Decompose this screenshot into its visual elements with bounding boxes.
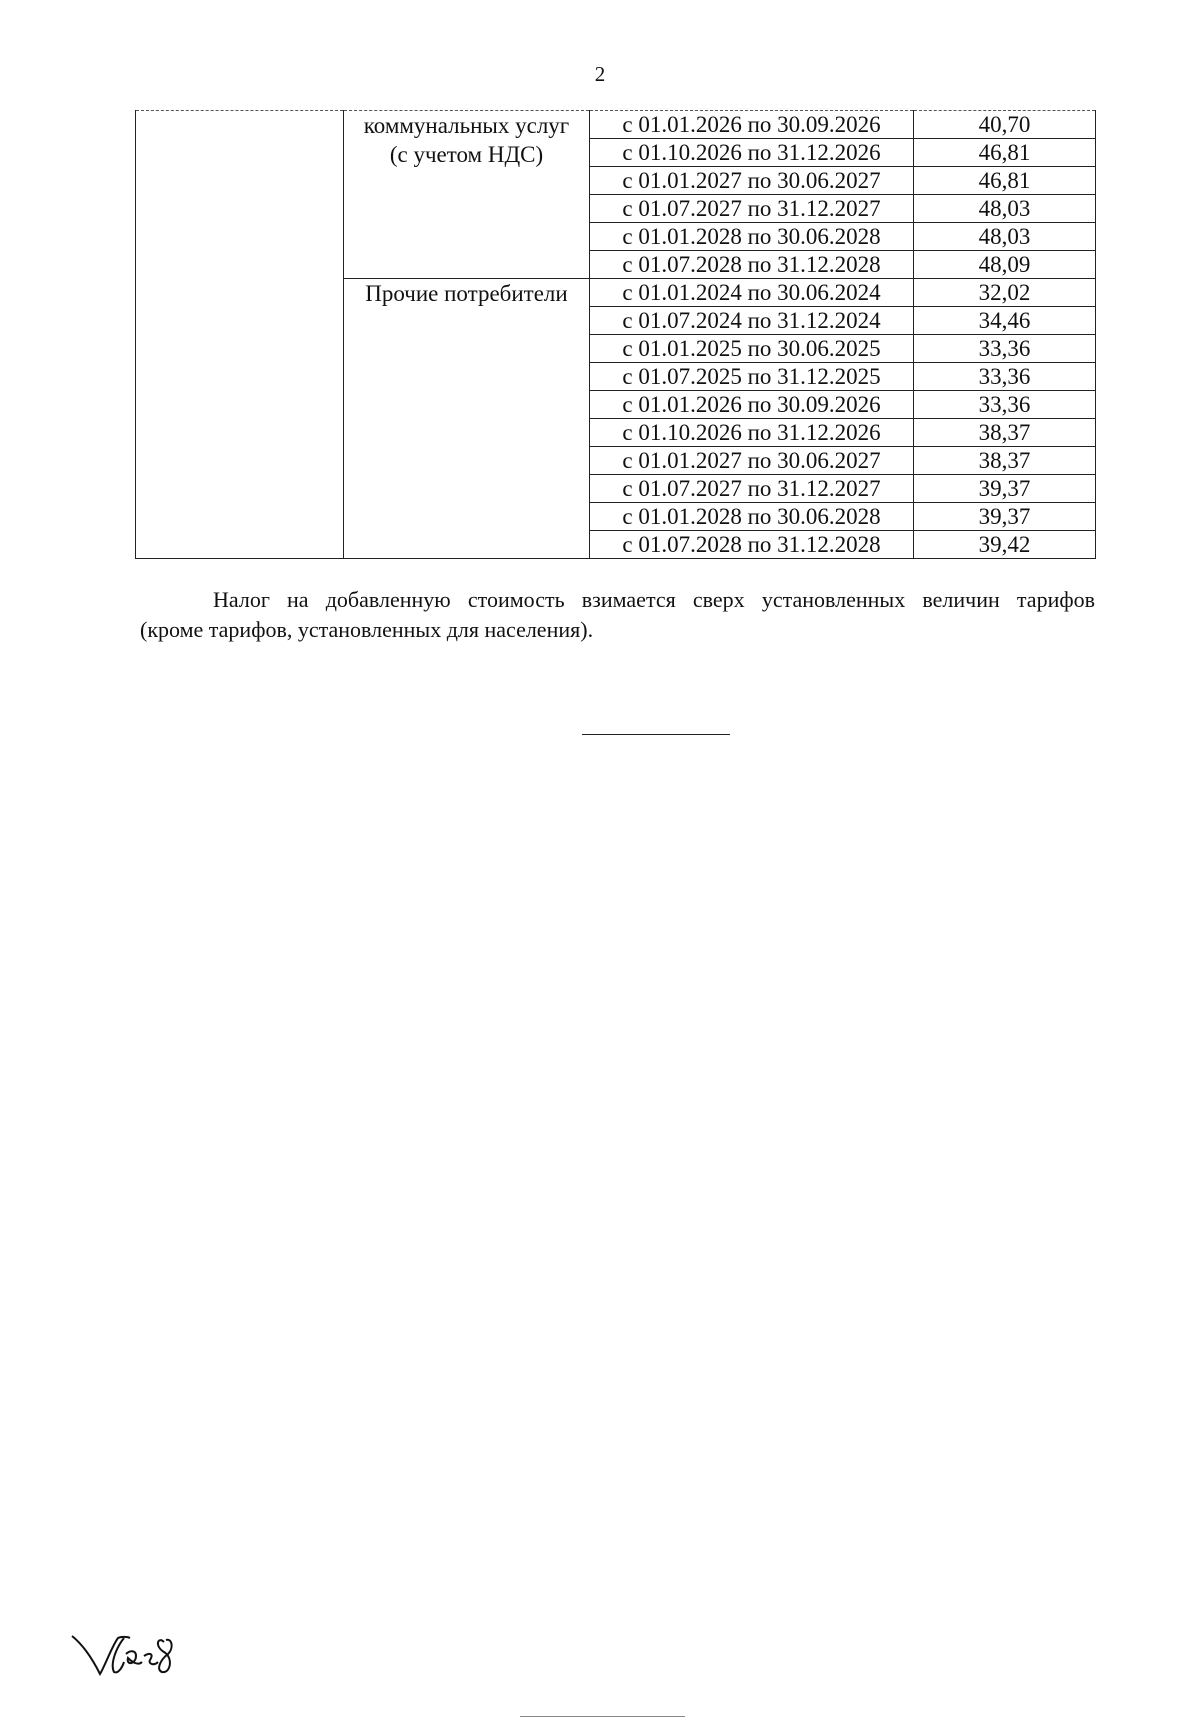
blank-cell (136, 111, 344, 559)
category-cell (344, 111, 590, 279)
period-cell: с 01.07.2027 по 31.12.2027 (590, 475, 914, 503)
value-cell: 40,70 (914, 111, 1096, 139)
category-label: коммунальных услуг (363, 113, 570, 138)
value-cell: 39,42 (914, 531, 1096, 559)
tariff-table (135, 110, 1096, 559)
value-cell: 46,81 (914, 139, 1096, 167)
value-cell: 38,37 (914, 447, 1096, 475)
vat-note (140, 585, 1095, 645)
period-cell: с 01.10.2026 по 31.12.2026 (590, 419, 914, 447)
period-cell: с 01.01.2025 по 30.06.2025 (590, 335, 914, 363)
end-rule (582, 734, 730, 735)
value-cell: 48,09 (914, 251, 1096, 279)
value-cell: 39,37 (914, 503, 1096, 531)
period-cell: с 01.07.2028 по 31.12.2028 (590, 531, 914, 559)
value-cell: 32,02 (914, 279, 1096, 307)
category-label: (с учетом НДС) (389, 142, 544, 167)
vat-note-line: (кроме тарифов, установленных для населения). (140, 617, 594, 642)
period-cell: с 01.01.2028 по 30.06.2028 (590, 503, 914, 531)
period-cell: с 01.01.2027 по 30.06.2027 (590, 447, 914, 475)
value-cell: 33,36 (914, 363, 1096, 391)
signature-mark (70, 1628, 185, 1686)
vat-note-line: Налог на добавленную стоимость взимается сверх установленных величин тарифов (213, 587, 1095, 612)
period-cell: с 01.01.2028 по 30.06.2028 (590, 223, 914, 251)
category-cell (344, 279, 590, 559)
period-cell: с 01.07.2028 по 31.12.2028 (590, 251, 914, 279)
page-number: 2 (594, 62, 606, 86)
table-row (136, 111, 1096, 139)
period-cell: с 01.01.2024 по 30.06.2024 (590, 279, 914, 307)
value-cell: 39,37 (914, 475, 1096, 503)
value-cell: 33,36 (914, 335, 1096, 363)
value-cell: 48,03 (914, 195, 1096, 223)
period-cell: с 01.01.2026 по 30.09.2026 (590, 111, 914, 139)
period-cell: с 01.07.2025 по 31.12.2025 (590, 363, 914, 391)
period-cell: с 01.10.2026 по 31.12.2026 (590, 139, 914, 167)
period-cell: с 01.07.2024 по 31.12.2024 (590, 307, 914, 335)
value-cell: 34,46 (914, 307, 1096, 335)
category-label: Прочие потребители (365, 281, 568, 306)
value-cell: 33,36 (914, 391, 1096, 419)
period-cell: с 01.01.2026 по 30.09.2026 (590, 391, 914, 419)
value-cell: 48,03 (914, 223, 1096, 251)
value-cell: 46,81 (914, 167, 1096, 195)
period-cell: с 01.01.2027 по 30.06.2027 (590, 167, 914, 195)
bottom-edge-mark (520, 1716, 685, 1717)
period-cell: с 01.07.2027 по 31.12.2027 (590, 195, 914, 223)
value-cell: 38,37 (914, 419, 1096, 447)
